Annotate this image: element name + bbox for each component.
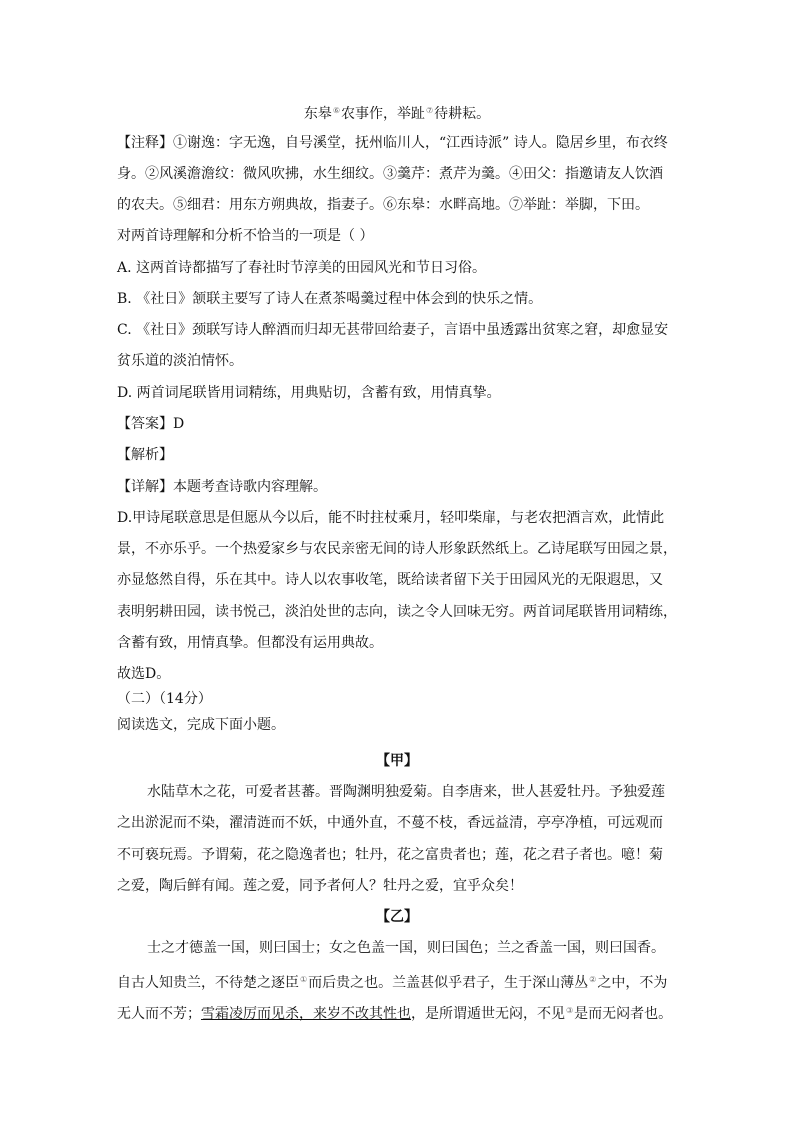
passage-text: 而后贵之也。兰盖甚似乎君子，生于深山薄丛: [308, 975, 589, 991]
passage-yi-title: 【乙】: [376, 909, 418, 925]
question-stem: 对两首诗理解和分析不恰当的一项是（ ）: [117, 228, 374, 244]
conclusion: 故选D。: [117, 666, 171, 682]
option-d: D. 两首词尾联皆用词精练，用典贴切，含蓄有致，用情真挚。: [117, 385, 501, 401]
footnote-marker: ②: [589, 975, 597, 984]
passage-text: 之中，不为: [597, 975, 668, 991]
detail-line: 含蓄有致，用情真挚。但都没有运用典故。: [117, 635, 383, 651]
footnote-marker: ①: [300, 975, 308, 984]
passage-jia-line: 不可亵玩焉。予谓菊，花之隐逸者也；牡丹，花之富贵者也；莲，花之君子者也。噫！菊: [117, 847, 663, 863]
poem-text: 农事作，举趾: [341, 106, 425, 122]
notes-line: 身。②风溪澹澹纹：微风吹拂，水生细纹。③羹芹：煮芹为羹。④田父：指邀请友人饮酒: [117, 166, 663, 182]
notes-line: 的农夫。⑤细君：用东方朔典故，指妻子。⑥东皋：水畔高地。⑦举趾：举脚，下田。: [117, 197, 649, 213]
reading-instruction: 阅读选文，完成下面小题。: [117, 717, 285, 733]
passage-text: 自古人知贵兰，不待楚之逐臣: [117, 975, 299, 991]
option-b: B. 《社日》颔联主要写了诗人在煮茶喝羹过程中体会到的快乐之情。: [117, 291, 543, 307]
detail-line: D.甲诗尾联意思是但愿从今以后，能不时拄杖乘月，轻叩柴扉，与老农把酒言欢，此情此: [117, 510, 665, 526]
option-a: A. 这两首诗都描写了春社时节淳美的田园风光和节日习俗。: [117, 260, 487, 276]
notes-line: 【注释】①谢逸：字无逸，自号溪堂，抚州临川人，“江西诗派” 诗人。隐居乡里，布衣终: [117, 135, 668, 151]
detail-line: 亦显悠然自得，乐在其中。诗人以农事收笔，既给读者留下关于田园风光的无限遐思，又: [117, 572, 663, 588]
detail-line: 【详解】本题考查诗歌内容理解。: [117, 479, 327, 495]
answer: 【答案】D: [117, 416, 185, 432]
passage-yi-line: [117, 1001, 677, 1024]
passage-jia-line: 之出淤泥而不染，濯清涟而不妖，中通外直，不蔓不枝，香远益清，亭亭净植，可远观而: [117, 815, 663, 831]
footnote-marker: ③: [566, 1006, 574, 1015]
poem-text: 待耕耘。: [434, 106, 491, 122]
detail-line: 景，不亦乐乎。一个热爱家乡与农民亲密无间的诗人形象跃然纸上。乙诗尾联写田园之景，: [117, 541, 677, 557]
footnote-marker: ⑦: [426, 106, 434, 115]
underlined-sentence: 雪霜凌厉而见杀，来岁不改其性也: [201, 1006, 411, 1022]
poem-tail-line: [0, 101, 794, 124]
option-c-cont: 贫乐道的淡泊情怀。: [117, 353, 243, 369]
analysis-heading: 【解析】: [117, 447, 173, 463]
section-heading: （二）（14分）: [117, 691, 212, 707]
poem-text: 东皋: [303, 106, 332, 122]
footnote-marker: ⑥: [332, 106, 340, 115]
detail-line: 表明躬耕田园，读书悦己，淡泊处世的志向，读之令人回味无穷。两首词尾联皆用词精练，: [117, 604, 677, 620]
passage-jia-line: 之爱，陶后鲜有闻。莲之爱，同予者何人？牡丹之爱，宜乎众矣！: [117, 878, 523, 894]
passage-text: 无人而不芳；: [117, 1006, 201, 1022]
option-c: C. 《社日》颈联写诗人醉酒而归却无甚带回给妻子，言语中虽透露出贫寒之窘，却愈显安: [117, 322, 669, 338]
passage-yi-line: [117, 970, 677, 993]
passage-jia-line: 水陆草木之花，可爱者甚蕃。晋陶渊明独爱菊。自李唐来，世人甚爱牡丹。予独爱莲: [147, 784, 665, 800]
passage-text: 是而无闷者也。: [574, 1006, 673, 1022]
passage-text: ，是所谓遁世无闷，不见: [411, 1006, 565, 1022]
passage-yi-line: 士之才德盖一国，则曰国士；女之色盖一国，则曰国色；兰之香盖一国，则曰国香。: [147, 940, 665, 956]
passage-jia-title: 【甲】: [376, 753, 418, 769]
